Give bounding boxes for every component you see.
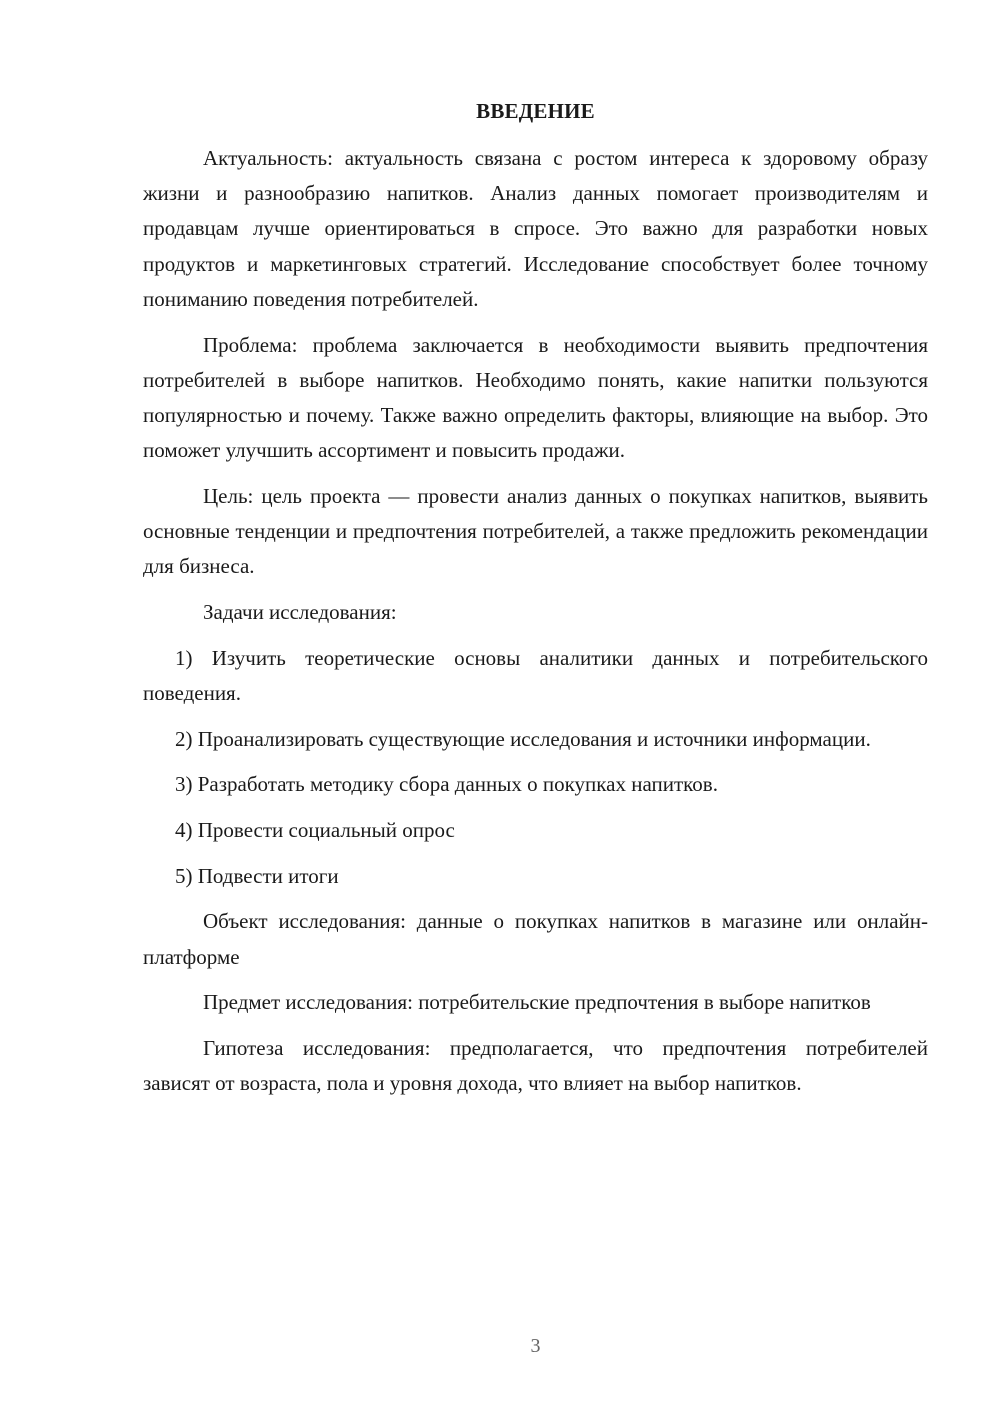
tasks-heading: Задачи исследования: <box>203 599 397 624</box>
hypothesis-paragraph: Гипотеза исследования: предполагается, что предпочтения потребителей зависят от возраста, пола и уровня дохода, что влияет на выбор напитков. <box>143 1035 928 1096</box>
document-body <box>143 141 928 1112</box>
document-page <box>143 0 928 1414</box>
task-item-2: 2) Проанализировать существующие исследования и источники информации. <box>175 726 871 751</box>
problem-paragraph: Проблема: проблема заключается в необходимости выявить предпочтения потребителей в выборе напитков. Необходимо понять, какие напитки пользуются популярностью и почему. Также важно определить факторы, влияющие на выбор. Это поможет улучшить ассортимент и повысить продажи. <box>143 332 928 463</box>
relevance-paragraph: Актуальность: актуальность связана с ростом интереса к здоровому образу жизни и разнообразию напитков. Анализ данных помогает производителям и продавцам лучше ориентироваться в спросе. Это важно для разработки новых продуктов и маркетинговых стратегий. Исследование способствует более точному пониманию поведения потребителей. <box>143 146 928 311</box>
page-number: 3 <box>530 1335 541 1357</box>
object-paragraph: Объект исследования: данные о покупках напитков в магазине или онлайн-платформе <box>143 909 928 969</box>
task-item-5: 5) Подвести итоги <box>175 863 339 888</box>
goal-paragraph: Цель: цель проекта — провести анализ данных о покупках напитков, выявить основные тенденции и предпочтения потребителей, а также предложить рекомендации для бизнеса. <box>143 483 928 579</box>
task-item-3: 3) Разработать методику сбора данных о покупках напитков. <box>175 772 718 797</box>
page-title: ВВЕДЕНИЕ <box>476 99 595 123</box>
task-item-1: 1) Изучить теоретические основы аналитики данных и потребительского поведения. <box>143 645 928 705</box>
subject-paragraph: Предмет исследования: потребительские предпочтения в выборе напитков <box>203 990 871 1015</box>
task-item-4: 4) Провести социальный опрос <box>175 817 455 842</box>
